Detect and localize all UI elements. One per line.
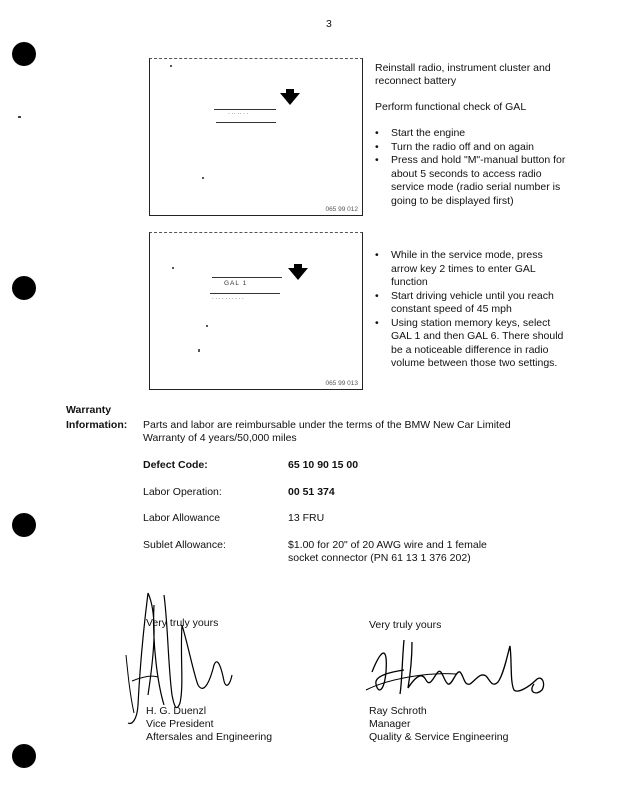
warranty-text: Warranty of 4 years/50,000 miles — [143, 432, 297, 444]
ink-dot — [170, 65, 172, 67]
ink-dot — [198, 349, 200, 352]
display-label: GAL 1 — [224, 280, 248, 287]
sublet-allowance-value: $1.00 for 20" of 20 AWG wire and 1 female — [288, 539, 487, 551]
signer-name-right: Ray Schroth — [369, 705, 427, 717]
ink-dot — [172, 267, 174, 269]
signer-title-left: Vice President — [146, 718, 214, 730]
punch-hole-4 — [12, 744, 36, 768]
sublet-allowance-value: socket connector (PN 61 13 1 376 202) — [288, 552, 471, 564]
defect-code-label: Defect Code: — [143, 459, 208, 471]
arrow-down-icon — [288, 268, 308, 280]
figure-radio-service-mode — [149, 58, 363, 216]
stray-mark — [18, 116, 21, 118]
display-line — [216, 122, 276, 123]
step1-check: Perform functional check of GAL — [375, 101, 527, 113]
signer-name-left: H. G. Duenzl — [146, 705, 207, 717]
bullet-item: • Start driving vehicle until you reach constant speed of 45 mph — [371, 290, 563, 317]
sublet-allowance-label: Sublet Allowance: — [143, 539, 226, 551]
page-number: 3 — [326, 18, 332, 30]
punch-hole-1 — [12, 42, 36, 66]
display-line — [214, 109, 276, 110]
bullet-item: • Turn the radio off and on again — [371, 141, 565, 155]
closing-left: Very truly yours — [146, 617, 219, 629]
bullet-item: • Press and hold "M"-manual button for about 5 seconds to access radio service mode (radio serial number is going to be displayed first) — [371, 154, 565, 208]
labor-allowance-value: 13 FRU — [288, 512, 325, 524]
labor-operation-value: 00 51 374 — [288, 486, 335, 498]
labor-allowance-label: Labor Allowance — [143, 512, 221, 524]
bullet-item: • While in the service mode, press arrow key 2 times to enter GAL function — [371, 249, 563, 290]
handwritten-signature-schroth — [360, 632, 560, 702]
display-line — [212, 277, 282, 278]
step1-text: Reinstall radio, instrument cluster and — [375, 62, 551, 74]
step1-text: reconnect battery — [375, 75, 457, 87]
bullet-item: • Start the engine — [371, 127, 565, 141]
warranty-text: Parts and labor are reimbursable under the terms of the BMW New Car Limited — [143, 419, 511, 431]
display-text-fragment: · ·· ·· · · — [228, 111, 249, 117]
signer-title-right: Manager — [369, 718, 411, 730]
warranty-heading: Warranty — [66, 404, 112, 416]
signer-dept-left: Aftersales and Engineering — [146, 731, 273, 743]
bullet-item: • Using station memory keys, select GAL 1 and then GAL 6. There should be a noticeable difference in radio volume between those two settings. — [371, 317, 563, 371]
ink-dot — [206, 325, 208, 327]
closing-right: Very truly yours — [369, 619, 442, 631]
warranty-heading: Information: — [66, 419, 128, 431]
signer-dept-right: Quality & Service Engineering — [369, 731, 509, 743]
ink-dot — [202, 177, 204, 179]
figure-gal-function — [149, 232, 363, 390]
defect-code-value: 65 10 90 15 00 — [288, 459, 359, 471]
figure-code: 065 99 012 — [325, 206, 358, 213]
display-dots: . . . . . . . . . . — [212, 295, 244, 301]
arrow-down-icon — [280, 93, 300, 105]
punch-hole-2 — [12, 276, 36, 300]
punch-hole-3 — [12, 513, 36, 537]
labor-operation-label: Labor Operation: — [143, 486, 222, 498]
step1-bullets — [371, 127, 565, 208]
step2-bullets — [371, 249, 563, 371]
figure-code: 065 99 013 — [325, 380, 358, 387]
display-line — [210, 293, 280, 294]
